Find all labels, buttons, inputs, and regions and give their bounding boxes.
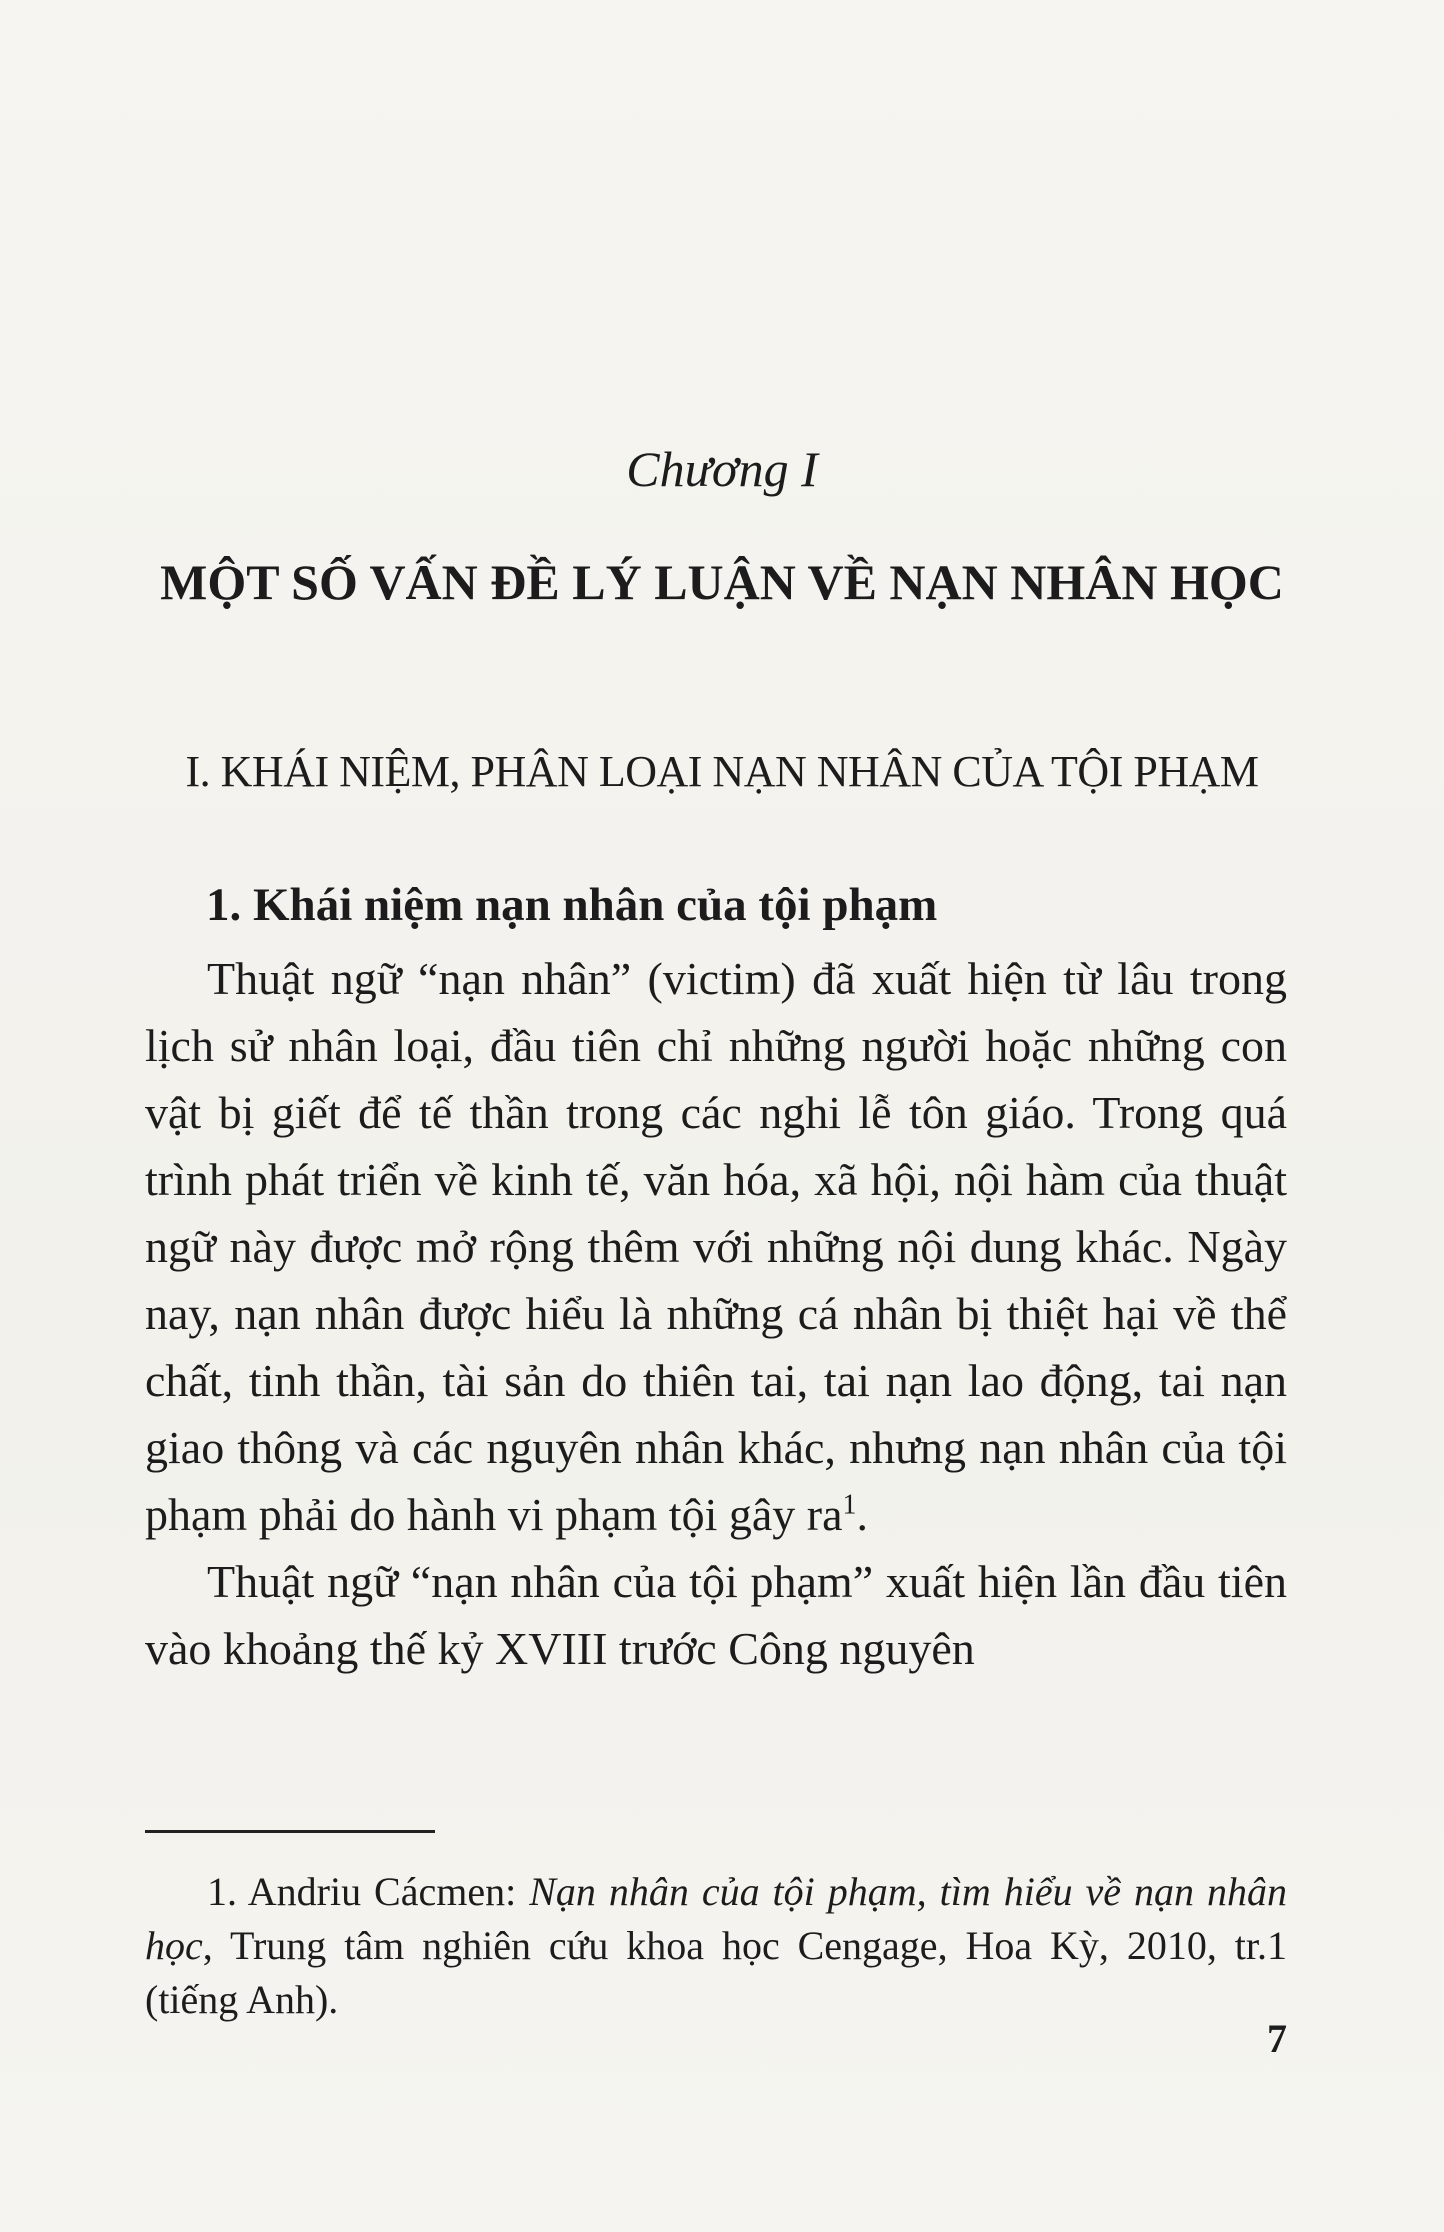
- sub-heading: 1. Khái niệm nạn nhân của tội phạm: [206, 879, 938, 931]
- paragraph-1: Thuật ngữ “nạn nhân” (victim) đã xuất hiện từ lâu trong lịch sử nhân loại, đầu tiên chỉ những người hoặc những con vật bị giết để tế thần trong các nghi lễ tôn giáo. Trong quá trình phát triển về kinh tế, văn hóa, xã hội, nội hàm của thuật ngữ này được mở rộng thêm với những nội dung khác. Ngày nay, nạn nhân được hiểu là những cá nhân bị thiệt hại về thể chất, tinh thần, tài sản do thiên tai, tai nạn lao động, tai nạn giao thông và các nguyên nhân khác, nhưng nạn nhân của tội phạm phải do hành vi phạm tội gây $ra^1$.: [145, 953, 1287, 1540]
- footnote-author: 1. Andriu Cácmen:: [207, 1869, 530, 1914]
- chapter-title: MỘT SỐ VẤN ĐỀ LÝ LUẬN VỀ NẠN NHÂN HỌC: [160, 554, 1284, 610]
- page-number: 7: [1267, 2016, 1287, 2061]
- paragraph-1-text: Thuật ngữ “nạn nhân” (victim) đã xuất hiện từ lâu trong lịch sử nhân loại, đầu tiên chỉ những người hoặc những con vật bị giết để tế thần trong các nghi lễ tôn giáo. Trong quá trình phát triển về kinh tế, văn hóa, xã hội, nội hàm của thuật ngữ này được mở rộng thêm với những nội dung khác. Ngày nay, nạn nhân được hiểu là những cá nhân bị thiệt hại về thể chất, tinh thần, tài sản do thiên tai, tai nạn lao động, tai nạn giao thông và các nguyên nhân khác, nhưng nạn nhân của tội phạm phải do hành vi phạm tội gây ra: [145, 953, 1287, 1540]
- footnote-title: Nạn nhân của tội phạm, tìm hiểu về nạn nhân học: [145, 1869, 1287, 1968]
- footnote-text: [145, 1865, 1287, 2027]
- section-heading: I. KHÁI NIỆM, PHÂN LOẠI NẠN NHÂN CỦA TỘI PHẠM: [185, 747, 1259, 796]
- footnote-rest: , Trung tâm nghiên cứu khoa học Cengage, Hoa Kỳ, 2010, tr.1 (tiếng Anh).: [145, 1923, 1287, 2022]
- body-text: [145, 945, 1287, 1682]
- footnote-divider: [145, 1830, 435, 1833]
- paragraph-2: [145, 1548, 1287, 1682]
- paragraph-2-text: Thuật ngữ “nạn nhân của tội phạm” xuất hiện lần đầu tiên vào khoảng thế kỷ XVIII trước Công nguyên: [145, 1556, 1287, 1674]
- footnote-reference: 1: [842, 1489, 857, 1521]
- chapter-label: Chương I: [626, 441, 818, 497]
- footnote: [145, 1865, 1287, 2027]
